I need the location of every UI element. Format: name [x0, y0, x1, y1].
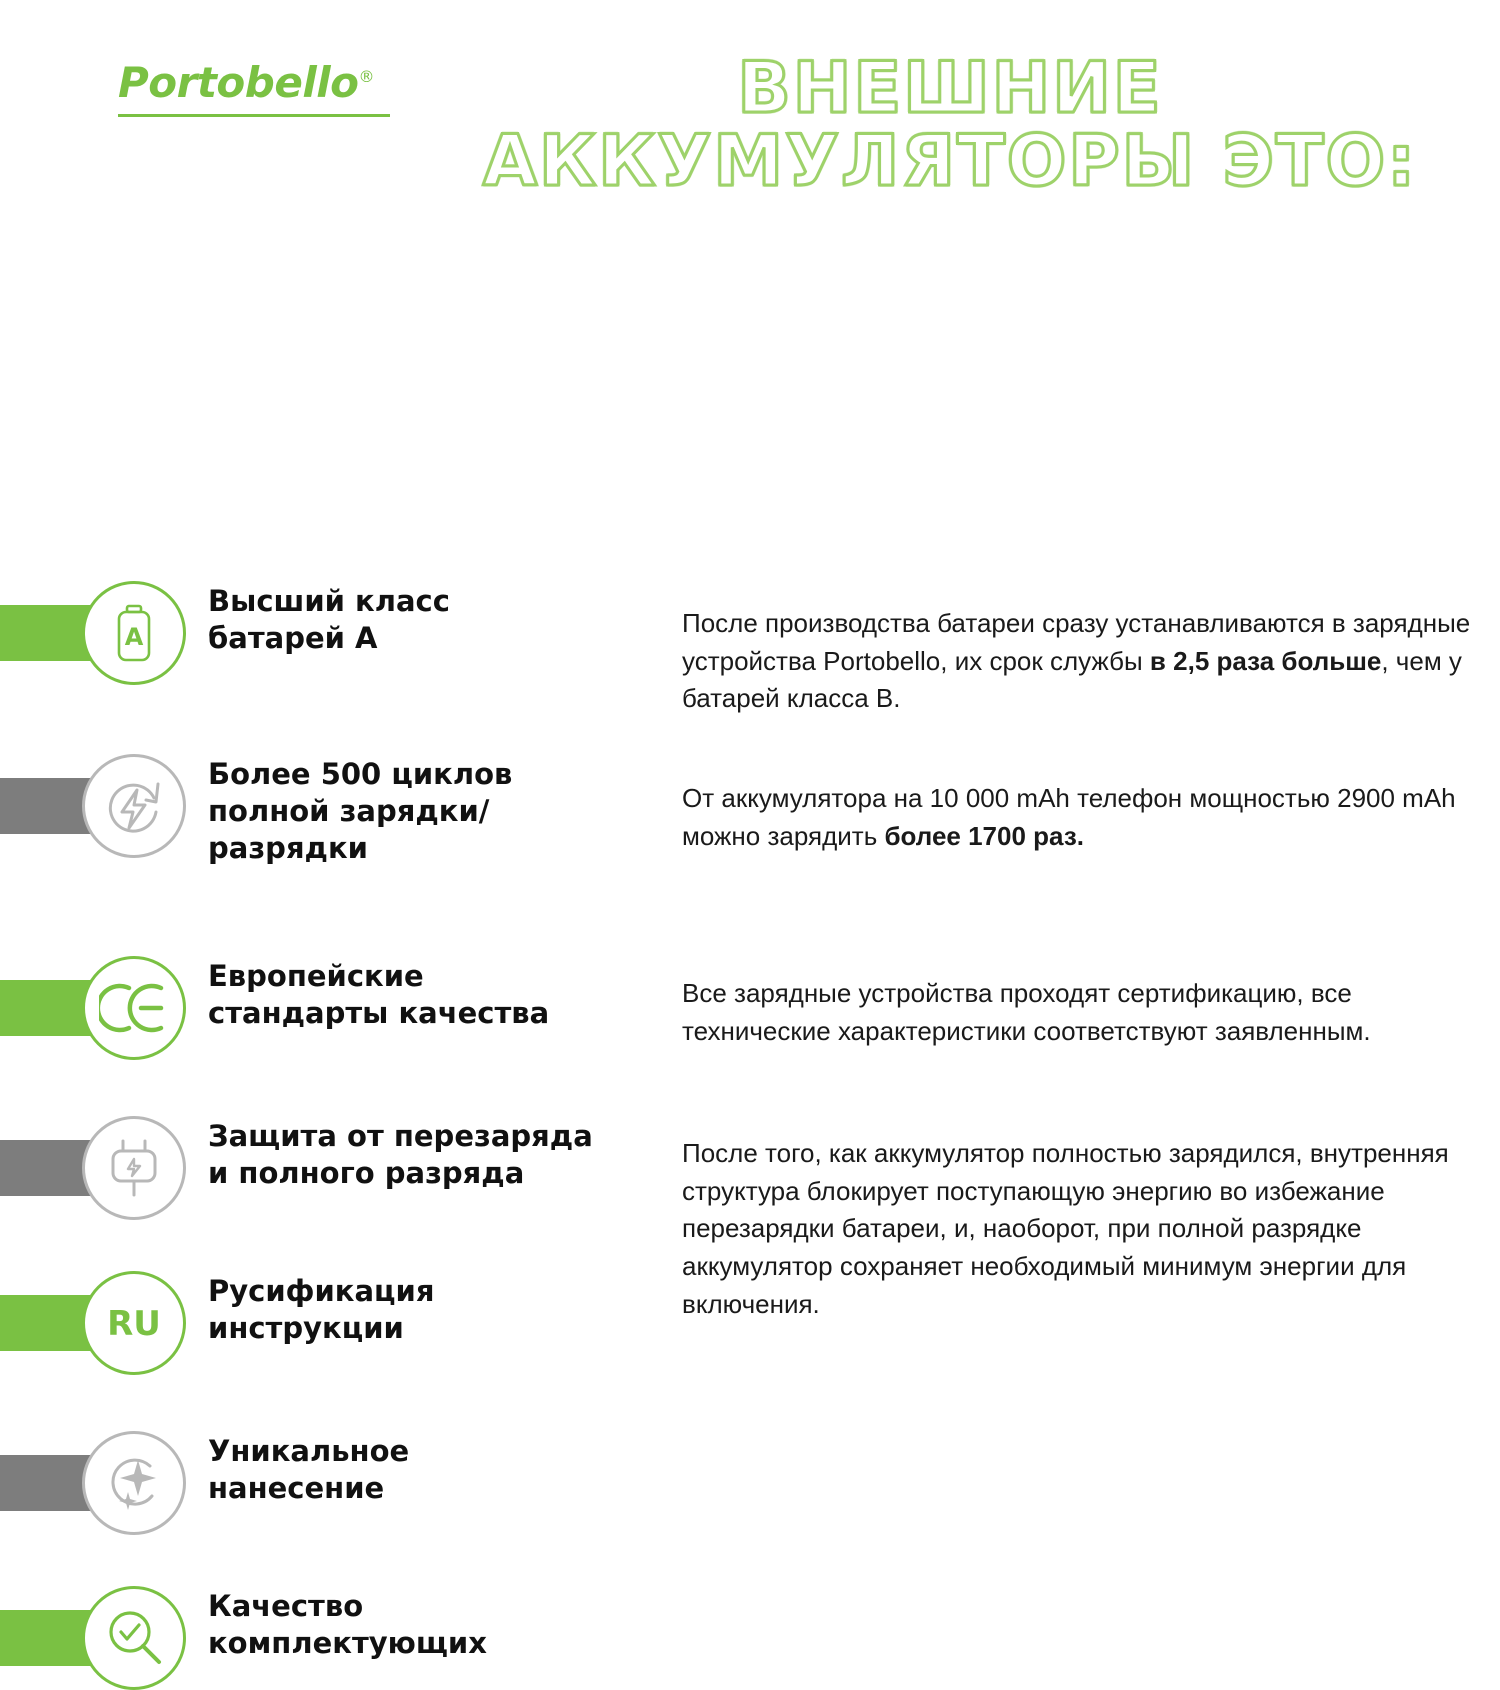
sparkle-print-icon [102, 1452, 166, 1514]
feature-description [682, 1135, 1472, 1323]
brand-logo [118, 58, 398, 117]
feature-description-emphasis: более 1700 раз. [884, 820, 1084, 851]
feature-description-text: После того, как аккумулятор полностью зарядился, внутренняя структура блокирует поступающую энергию во избежание перезарядки батареи, и, наоборот, при полной разрядке аккумулятор сохраняет необходимый минимум энергии для включения. [682, 1138, 1449, 1319]
svg-text:RU: RU [107, 1304, 161, 1344]
feature-description-text: От аккумулятора на 10 000 mAh телефон мощностью 2900 mAh можно зарядить [682, 783, 1456, 851]
magnifier-check-icon [103, 1607, 165, 1669]
page-header [0, 0, 1500, 270]
feature-description-emphasis: в 2,5 раза больше [1149, 645, 1382, 676]
feature-icon-badge [82, 1586, 186, 1690]
page-title [440, 47, 1460, 202]
feature-title: Более 500 циклов полной зарядки/ разрядки [208, 757, 513, 866]
feature-title: Русификация инструкции [208, 1274, 435, 1346]
lightning-cycle-icon [102, 774, 166, 838]
brand-logo-underline [118, 114, 390, 117]
feature-description-text: После производства батареи сразу устанавливаются в зарядные устройства Portobello, их срок службы [682, 608, 1471, 676]
battery-a-icon [103, 602, 165, 664]
feature-description [682, 780, 1472, 855]
feature-description-text: , чем у батарей класса В. [682, 645, 1462, 714]
feature-title: Качество комплектующих [208, 1589, 487, 1661]
feature-icon-badge [82, 956, 186, 1060]
power-plug-icon [105, 1137, 163, 1199]
ru-language-icon [98, 1301, 170, 1345]
feature-title: Уникальное нанесение [208, 1434, 410, 1506]
brand-name: Portobello [118, 58, 359, 107]
feature-title: Высший класс батарей А [208, 584, 450, 656]
feature-icon-badge [82, 1431, 186, 1535]
feature-title: Европейские стандарты качества [208, 959, 550, 1031]
feature-icon-badge [82, 1271, 186, 1375]
registered-mark: ® [358, 67, 374, 86]
page-title-line-1: ВНЕШНИЕ [737, 47, 1163, 129]
ce-mark-icon [99, 980, 169, 1036]
feature-icon-badge [82, 581, 186, 685]
feature-title: Защита от перезаряда и полного разряда [208, 1119, 593, 1191]
feature-icon-badge [82, 754, 186, 858]
page-title-line-2: АККУМУЛЯТОРЫ ЭТО: [482, 119, 1418, 202]
svg-text:A: A [124, 623, 144, 651]
feature-icon-badge [82, 1116, 186, 1220]
feature-description-text: Все зарядные устройства проходят сертификацию, все технические характеристики соответствуют заявленным. [682, 978, 1371, 1046]
feature-description [682, 975, 1472, 1050]
brand-logo-text [118, 58, 374, 107]
feature-description [682, 605, 1472, 718]
